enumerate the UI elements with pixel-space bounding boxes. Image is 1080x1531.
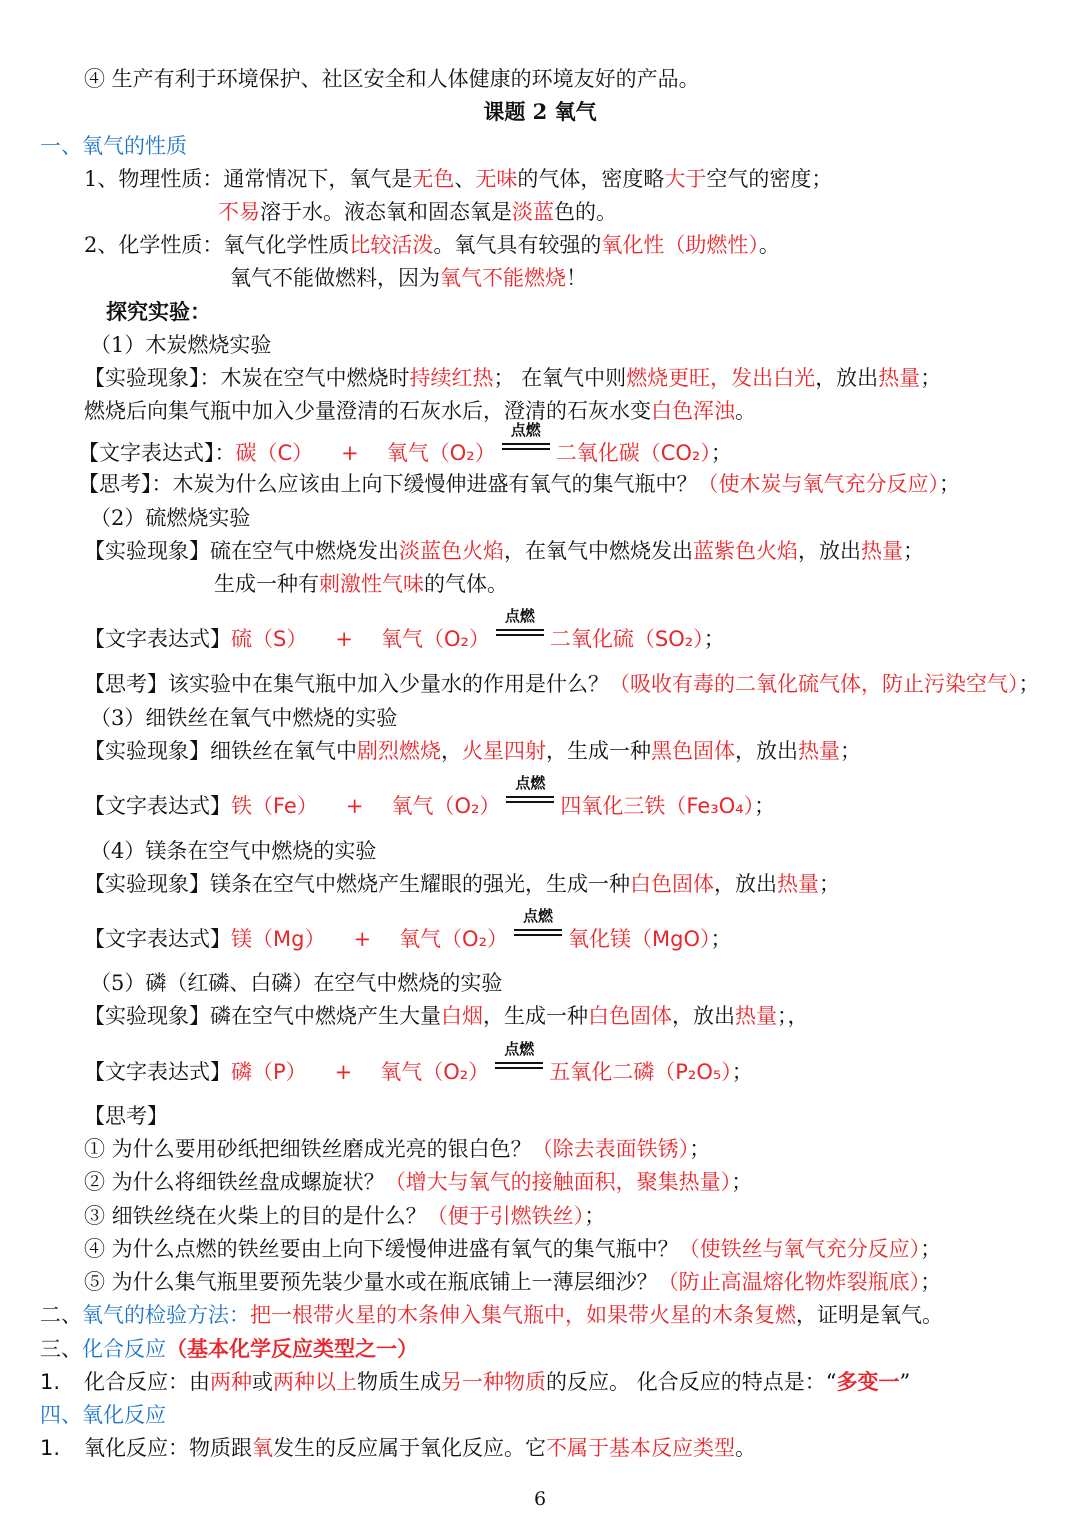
section-heading: 一、氧气的性质	[40, 134, 187, 158]
combination-definition: 1. 化合反应：由两种或两种以上物质生成另一种物质的反应。 化合反应的特点是：“多变一”	[40, 1369, 911, 1394]
ignite-arrow: 点燃	[506, 791, 554, 821]
think-item: ① 为什么要用砂纸把细铁丝磨成光亮的银白色？（除去表面铁锈）；	[84, 1137, 711, 1161]
page-title: 课题 2 氧气	[483, 99, 597, 124]
exp1-equation: 【文字表达式】：碳（C） + 氧气（O₂） 点燃 二氧化碳（CO₂）；	[78, 438, 732, 468]
physical-properties: 1、物理性质：通常情况下，氧气是无色、无味的气体，密度略大于空气的密度；	[84, 167, 833, 191]
exp5-phenomenon: 【实验现象】磷在空气中燃烧产生大量白烟，生成一种白色固体，放出热量；，	[84, 1004, 809, 1028]
ignite-arrow: 点燃	[502, 438, 550, 468]
exp5-title: （5）磷（红磷、白磷）在空气中燃烧的实验	[90, 971, 503, 995]
exp1-title: （1）木炭燃烧实验	[90, 333, 272, 357]
exp2-title: （2）硫燃烧实验	[90, 506, 251, 530]
explore-heading: 探究实验：	[106, 299, 211, 324]
exp1-phenomenon-2: 燃烧后向集气瓶中加入少量澄清的石灰水后，澄清的石灰水变白色浑浊。	[84, 399, 756, 423]
combination-section: 三、化合反应（基本化学反应类型之一）	[40, 1336, 418, 1361]
chemical-properties: 2、化学性质：氧气化学性质比较活泼。氧气具有较强的氧化性（助燃性）。	[84, 233, 780, 257]
exp3-phenomenon: 【实验现象】细铁丝在氧气中剧烈燃烧，火星四射，生成一种黑色固体，放出热量；	[84, 739, 861, 763]
ignite-arrow: 点燃	[514, 924, 562, 954]
think-item: ③ 细铁丝绕在火柴上的目的是什么？（便于引燃铁丝）；	[84, 1204, 606, 1228]
page-number: 6	[533, 1488, 547, 1510]
exp5-equation: 【文字表达式】磷（P） + 氧气（O₂） 点燃 五氧化二磷（P₂O₅）；	[84, 1057, 753, 1087]
exp2-think: 【思考】该实验中在集气瓶中加入少量水的作用是什么？（吸收有毒的二氧化硫气体，防止污染空气）；	[84, 672, 1040, 696]
oxidation-definition: 1. 氧化反应：物质跟氧发生的反应属于氧化反应。它不属于基本反应类型。	[40, 1436, 757, 1460]
oxygen-test-section: 二、氧气的检验方法：把一根带火星的木条伸入集气瓶中，如果带火星的木条复燃，证明是氧气。	[40, 1303, 943, 1327]
exp1-think: 【思考】：木炭为什么应该由上向下缓慢伸进盛有氧气的集气瓶中？（使木炭与氧气充分反应）；	[78, 472, 960, 496]
chemical-properties-2: 氧气不能做燃料，因为氧气不能燃烧！	[230, 266, 587, 290]
exp3-title: （3）细铁丝在氧气中燃烧的实验	[90, 706, 398, 730]
think-item: ④ 为什么点燃的铁丝要由上向下缓慢伸进盛有氧气的集气瓶中？（使铁丝与氧气充分反应）；	[84, 1237, 942, 1261]
exp2-equation: 【文字表达式】硫（S） + 氧气（O₂） 点燃 二氧化硫（SO₂）；	[84, 624, 725, 654]
exp4-title: （4）镁条在空气中燃烧的实验	[90, 839, 377, 863]
exp2-phenomenon: 【实验现象】硫在空气中燃烧发出淡蓝色火焰，在氧气中燃烧发出蓝紫色火焰，放出热量；	[84, 539, 924, 563]
intro-line: ④ 生产有利于环境保护、社区安全和人体健康的环境友好的产品。	[84, 67, 700, 91]
think-item: ⑤ 为什么集气瓶里要预先装少量水或在瓶底铺上一薄层细沙？（防止高温熔化物炸裂瓶底）；	[84, 1270, 942, 1294]
exp2-phenomenon-2: 生成一种有刺激性气味的气体。	[214, 572, 508, 596]
think-title: 【思考】	[84, 1104, 168, 1128]
exp4-phenomenon: 【实验现象】镁条在空气中燃烧产生耀眼的强光，生成一种白色固体，放出热量；	[84, 872, 840, 896]
think-item: ② 为什么将细铁丝盘成螺旋状？（增大与氧气的接触面积，聚集热量）；	[84, 1170, 753, 1194]
exp3-equation: 【文字表达式】铁（Fe） + 氧气（O₂） 点燃 四氧化三铁（Fe₃O₄）；	[84, 791, 775, 821]
oxidation-section: 四、氧化反应	[40, 1403, 166, 1427]
exp1-phenomenon: 【实验现象】：木炭在空气中燃烧时持续红热； 在氧气中则燃烧更旺，发出白光，放出热量；	[84, 366, 942, 390]
physical-properties-2: 不易溶于水。液态氧和固态氧是淡蓝色的。	[218, 200, 617, 224]
ignite-arrow: 点燃	[495, 1057, 543, 1087]
ignite-arrow: 点燃	[496, 624, 544, 654]
exp4-equation: 【文字表达式】镁（Mg） + 氧气（O₂） 点燃 氧化镁（MgO）；	[84, 924, 732, 954]
